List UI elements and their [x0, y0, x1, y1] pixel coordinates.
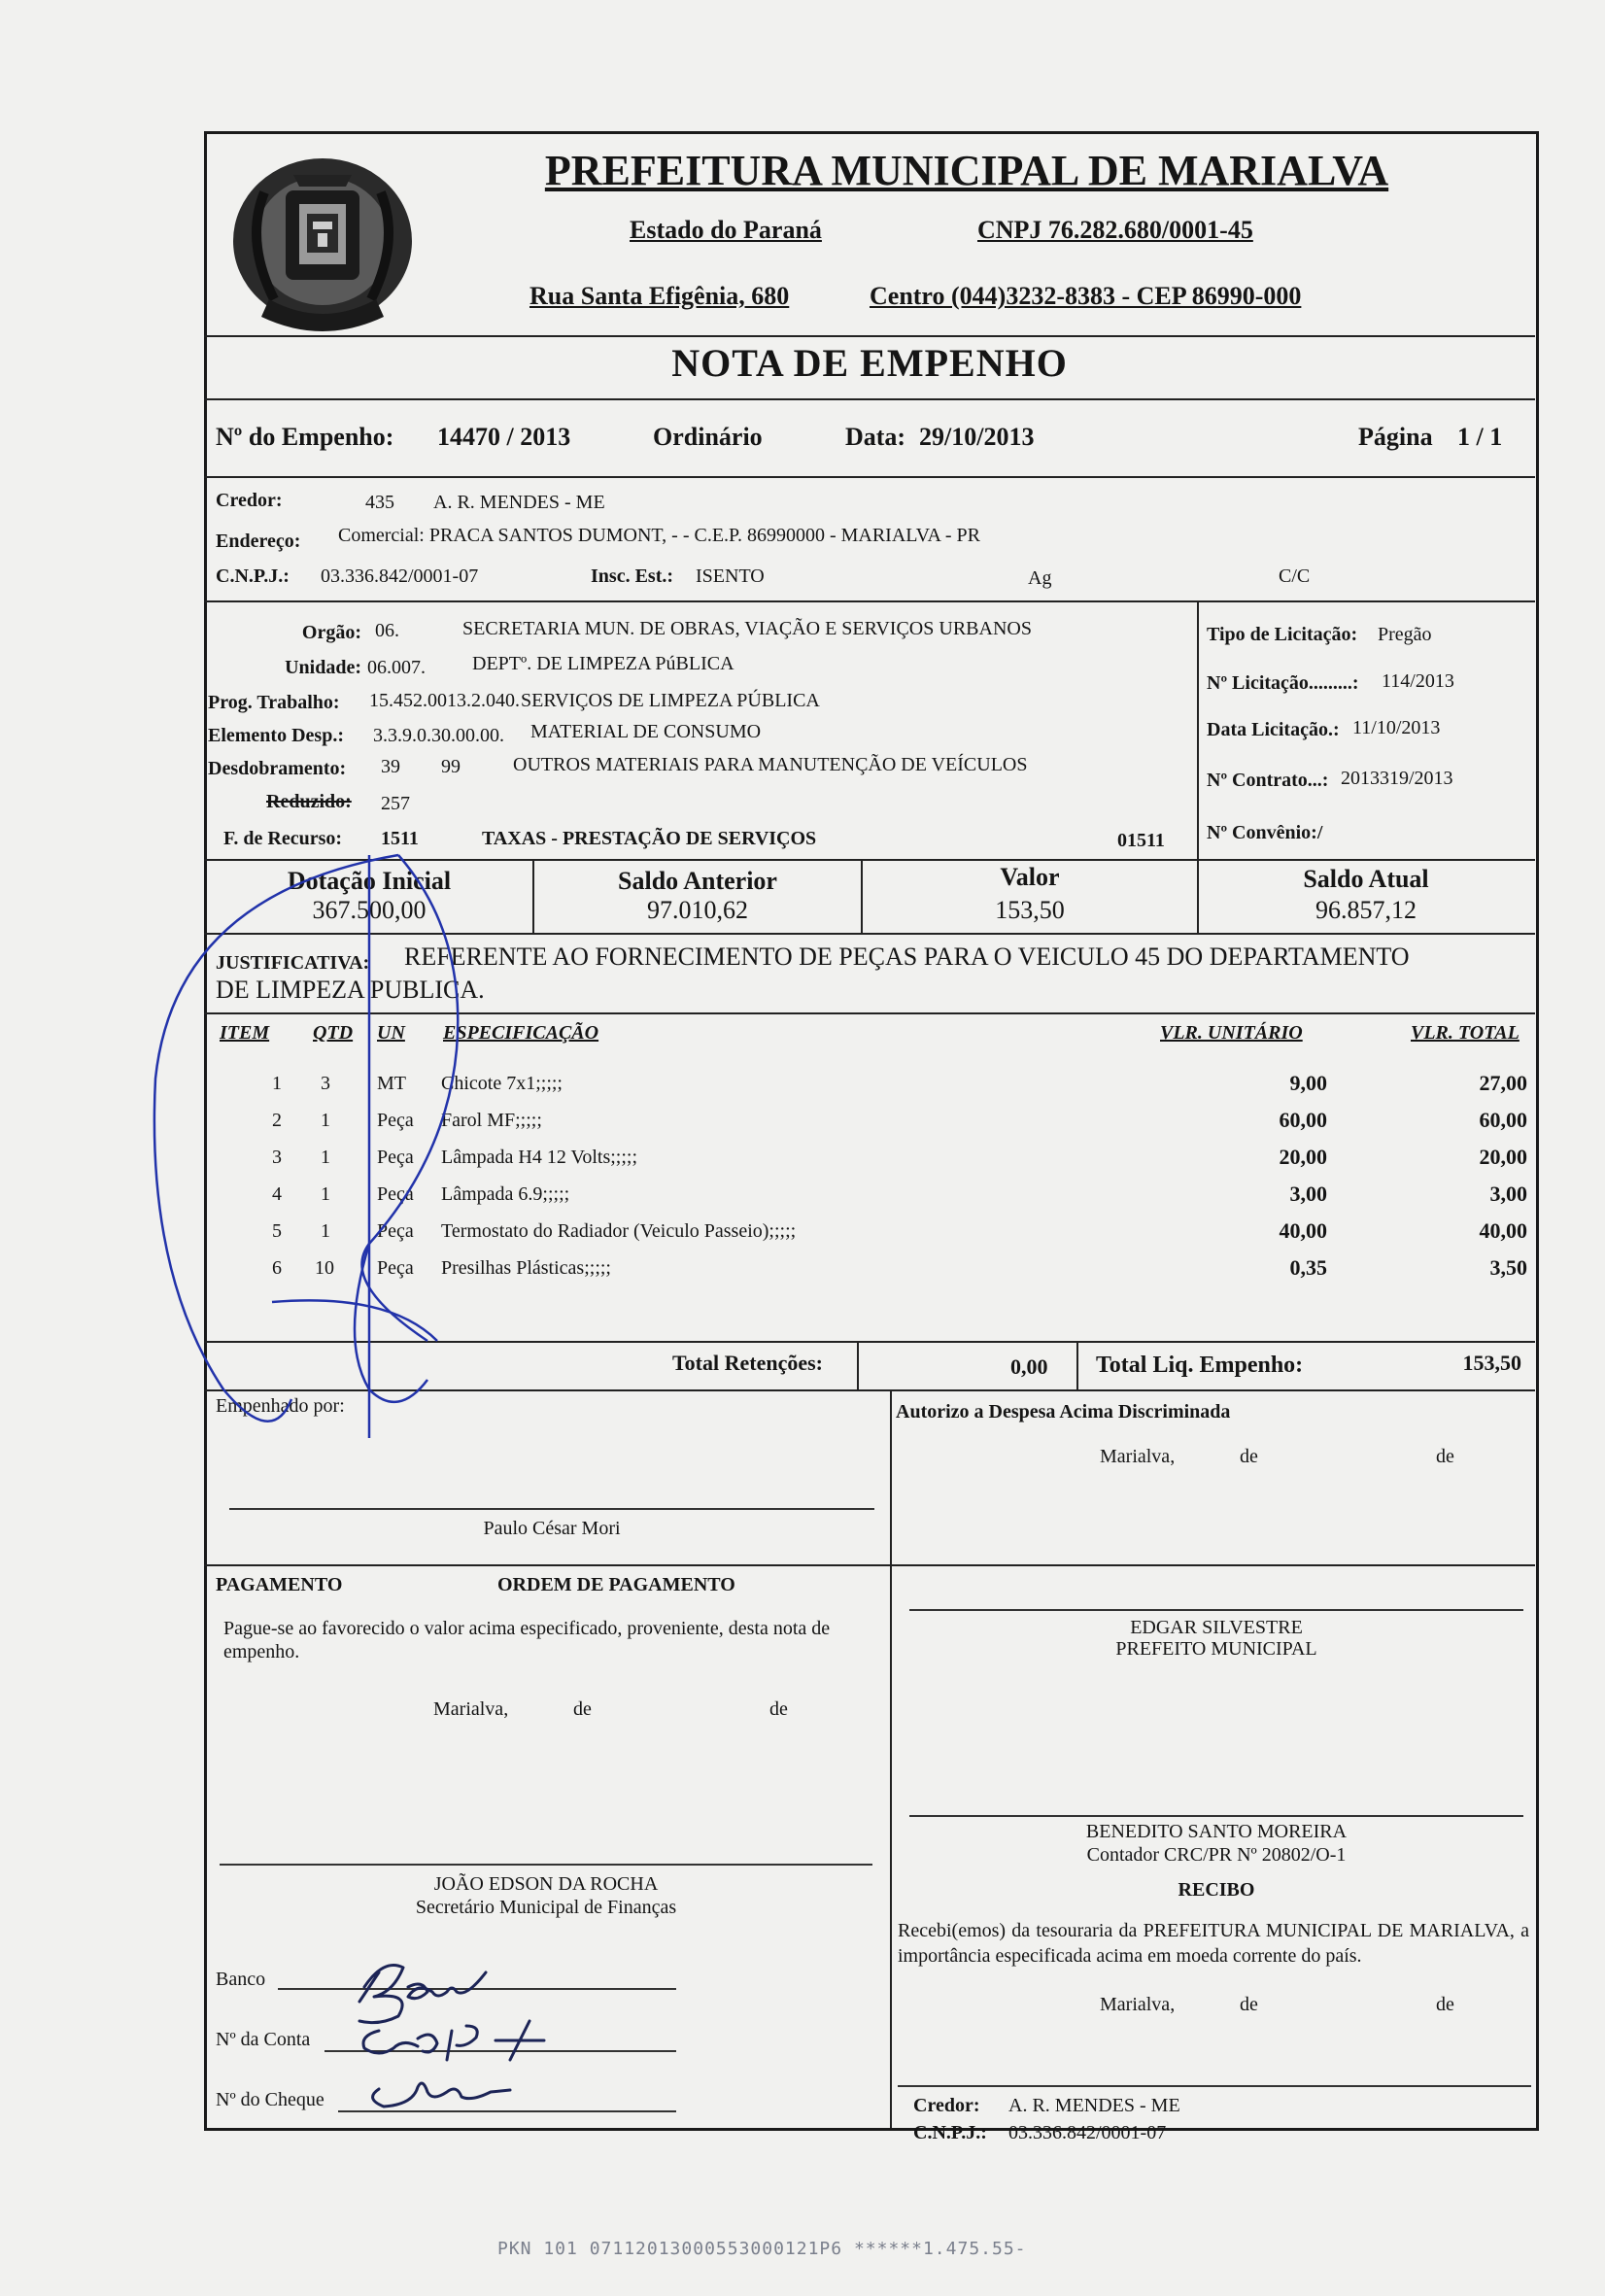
item-num: 5: [272, 1220, 282, 1242]
total-retencoes-label: Total Retenções:: [672, 1351, 823, 1375]
contrato-label: Nº Contrato...:: [1207, 770, 1329, 791]
item-total: 40,00: [1479, 1218, 1527, 1243]
recibo-credor: A. R. MENDES - ME: [1008, 2095, 1180, 2116]
credor-label: Credor:: [216, 490, 283, 511]
recibo-label: RECIBO: [1178, 1879, 1255, 1901]
cnpj-label: CNPJ 76.282.680/0001-45: [977, 216, 1253, 244]
tipo-licitacao-label: Tipo de Licitação:: [1207, 624, 1358, 645]
unidade-name: DEPTº. DE LIMPEZA PúBLICA: [472, 653, 734, 674]
col-un: UN: [377, 1022, 405, 1044]
recibo-credor-label: Credor:: [913, 2095, 980, 2116]
cheque-label: Nº do Cheque: [216, 2089, 324, 2110]
item-num: 1: [272, 1073, 282, 1094]
ag-label: Ag: [1028, 567, 1052, 589]
fonte-num: 01511: [1117, 830, 1165, 851]
credor-cnpj: 03.336.842/0001-07: [321, 565, 479, 587]
dotacao-value: 367.500,00: [312, 896, 427, 924]
item-esp: Lâmpada H4 12 Volts;;;;;: [441, 1147, 638, 1168]
elem-name: MATERIAL DE CONSUMO: [530, 721, 762, 742]
date-value: 29/10/2013: [919, 423, 1035, 451]
item-unit: 40,00: [1279, 1218, 1327, 1243]
fonte-code: 1511: [381, 828, 419, 849]
date-label: Data:: [845, 423, 906, 451]
doc-title: NOTA DE EMPENHO: [671, 341, 1068, 385]
empenhado-name: Paulo César Mori: [483, 1518, 621, 1539]
prefeito-role: PREFEITO MUNICIPAL: [1115, 1638, 1317, 1660]
saldo-anterior-value: 97.010,62: [647, 896, 748, 924]
fonte-label: F. de Recurso:: [223, 828, 343, 849]
pagamento-de1: de: [573, 1698, 592, 1720]
pen-mark-icon: [146, 836, 690, 1457]
item-unit: 20,00: [1279, 1145, 1327, 1169]
recibo-cnpj: 03.336.842/0001-07: [1008, 2122, 1167, 2143]
contador-role: Contador CRC/PR Nº 20802/O-1: [1086, 1844, 1347, 1866]
orgao-name: SECRETARIA MUN. DE OBRAS, VIAÇÃO E SERVIÇOS URBANOS: [462, 618, 1032, 639]
contador-name: BENEDITO SANTO MOREIRA: [1085, 1821, 1348, 1842]
secretario-role: Secretário Municipal de Finanças: [415, 1897, 677, 1918]
handwritten-signature-icon: [321, 1934, 709, 2128]
recibo-cnpj-label: C.N.P.J.:: [913, 2122, 987, 2143]
item-total: 3,50: [1489, 1255, 1527, 1280]
item-total: 27,00: [1479, 1071, 1527, 1095]
item-esp: Presilhas Plásticas;;;;;: [441, 1257, 611, 1279]
empenhado-label: Empenhado por:: [216, 1395, 345, 1417]
prog-code: 15.452.0013.2.040.: [369, 690, 520, 711]
desd-name: OUTROS MATERIAIS PARA MANUTENÇÃO DE VEÍCULOS: [513, 754, 1028, 775]
item-esp: Termostato do Radiador (Veiculo Passeio);;;;;: [441, 1220, 797, 1242]
reduzido-label: Reduzido:: [266, 791, 352, 812]
autorizo-city: Marialva,: [1100, 1446, 1176, 1467]
coat-of-arms-icon: [225, 154, 425, 343]
secretario-name: JOÃO EDSON DA ROCHA: [433, 1873, 659, 1895]
unidade-code: 06.007.: [367, 657, 426, 678]
desd-b: 99: [441, 756, 461, 777]
item-qtd: 1: [321, 1147, 330, 1168]
item-total: 3,00: [1489, 1182, 1527, 1206]
col-especificacao: ESPECIFICAÇÃO: [443, 1022, 599, 1044]
saldo-anterior-label: Saldo Anterior: [618, 867, 777, 895]
elem-label: Elemento Desp.:: [208, 725, 344, 746]
desd-a: 39: [381, 756, 400, 777]
credor-code: 435: [365, 492, 394, 513]
tipo-licitacao-value: Pregão: [1378, 624, 1432, 645]
pagamento-de2: de: [769, 1698, 788, 1720]
credor-address: Comercial: PRACA SANTOS DUMONT, - - C.E.P. 86990000 - MARIALVA - PR: [338, 525, 980, 546]
autorizo-de1: de: [1240, 1446, 1258, 1467]
saldo-atual-label: Saldo Atual: [1303, 865, 1429, 893]
item-esp: Chicote 7x1;;;;;: [441, 1073, 563, 1094]
unidade-label: Unidade:: [285, 657, 361, 678]
item-qtd: 10: [315, 1257, 334, 1279]
prog-name: SERVIÇOS DE LIMPEZA PÚBLICA: [521, 690, 820, 711]
justificativa-label: JUSTIFICATIVA:: [216, 952, 370, 974]
item-total: 20,00: [1479, 1145, 1527, 1169]
convenio-label: Nº Convênio:/: [1207, 822, 1323, 843]
item-unit: 3,00: [1289, 1182, 1327, 1206]
page-label: Página: [1358, 423, 1433, 451]
orgao-label: Orgão:: [301, 622, 361, 643]
valor-label: Valor: [1000, 863, 1060, 891]
item-num: 3: [272, 1147, 282, 1168]
empenho-number: 14470 / 2013: [437, 423, 571, 451]
total-retencoes-value: 0,00: [1010, 1354, 1048, 1379]
item-esp: Farol MF;;;;;: [441, 1110, 542, 1131]
total-liq-label: Total Liq. Empenho:: [1096, 1353, 1304, 1378]
item-un: Peça: [377, 1147, 414, 1168]
state-label: Estado do Paraná: [630, 216, 822, 244]
page-value: 1 / 1: [1457, 423, 1503, 451]
fonte-name: TAXAS - PRESTAÇÃO DE SERVIÇOS: [482, 828, 817, 849]
item-qtd: 1: [321, 1183, 330, 1205]
item-unit: 9,00: [1289, 1071, 1327, 1095]
item-un: Peça: [377, 1257, 414, 1279]
pagamento-text: Pague-se ao favorecido o valor acima especificado, proveniente, desta nota de empenho.: [223, 1618, 831, 1662]
col-item: ITEM: [220, 1022, 270, 1044]
empenho-label: Nº do Empenho:: [216, 423, 394, 451]
item-un: MT: [377, 1073, 406, 1094]
cnpj-field-label: C.N.P.J.:: [216, 565, 290, 587]
banco-label: Banco: [216, 1969, 266, 1990]
prefeito-name: EDGAR SILVESTRE: [1130, 1617, 1303, 1638]
saldo-atual-value: 96.857,12: [1315, 896, 1417, 924]
num-licitacao-label: Nº Licitação.........:: [1207, 672, 1359, 694]
col-qtd: QTD: [313, 1022, 354, 1044]
district-phone-label: Centro (044)3232-8383 - CEP 86990-000: [870, 282, 1302, 310]
justificativa-line1: REFERENTE AO FORNECIMENTO DE PEÇAS PARA O VEICULO 45 DO DEPARTAMENTO: [404, 942, 1410, 971]
item-unit: 60,00: [1279, 1108, 1327, 1132]
col-vlr-total: VLR. TOTAL: [1411, 1022, 1520, 1044]
item-unit: 0,35: [1289, 1255, 1327, 1280]
autorizo-de2: de: [1436, 1446, 1454, 1467]
dotacao-label: Dotação Inicial: [287, 867, 452, 895]
prog-label: Prog. Trabalho:: [208, 692, 340, 713]
item-un: Peça: [377, 1183, 414, 1205]
elem-code: 3.3.9.0.30.00.00.: [373, 725, 504, 746]
num-licitacao-value: 114/2013: [1382, 670, 1454, 692]
data-licitacao-label: Data Licitação.:: [1207, 719, 1340, 740]
contrato-value: 2013319/2013: [1341, 768, 1453, 789]
recibo-city: Marialva,: [1100, 1994, 1176, 2015]
item-un: Peça: [377, 1220, 414, 1242]
recibo-de2: de: [1436, 1994, 1454, 2015]
valor-value: 153,50: [995, 896, 1065, 924]
desd-label: Desdobramento:: [208, 758, 347, 779]
autorizo-label: Autorizo a Despesa Acima Discriminada: [896, 1401, 1231, 1422]
reduzido-value: 257: [381, 793, 410, 814]
empenho-type: Ordinário: [653, 423, 763, 451]
ordem-pagamento-label: ORDEM DE PAGAMENTO: [497, 1574, 735, 1595]
pagamento-city: Marialva,: [433, 1698, 509, 1720]
item-num: 6: [272, 1257, 282, 1279]
item-qtd: 1: [321, 1110, 330, 1131]
item-esp: Lâmpada 6.9;;;;;: [441, 1183, 570, 1205]
recibo-de1: de: [1240, 1994, 1258, 2015]
page-title: PREFEITURA MUNICIPAL DE MARIALVA: [544, 147, 1389, 194]
address-label: Rua Santa Efigênia, 680: [529, 282, 790, 310]
justificativa-line2: DE LIMPEZA PUBLICA.: [216, 976, 485, 1004]
cc-label: C/C: [1279, 565, 1311, 587]
footer-code: PKN 101 07112013000553000121P6 ******1.475.55-: [497, 2239, 1027, 2259]
address-field-label: Endereço:: [216, 531, 301, 552]
credor-name: A. R. MENDES - ME: [433, 492, 605, 513]
orgao-code: 06.: [375, 620, 399, 641]
data-licitacao-value: 11/10/2013: [1352, 717, 1441, 738]
item-total: 60,00: [1479, 1108, 1527, 1132]
pagamento-label: PAGAMENTO: [216, 1574, 343, 1595]
conta-label: Nº da Conta: [216, 2029, 311, 2050]
item-un: Peça: [377, 1110, 414, 1131]
item-qtd: 3: [321, 1073, 330, 1094]
total-liq-value: 153,50: [1462, 1351, 1521, 1375]
recibo-text: Recebi(emos) da tesouraria da PREFEITURA MUNICIPAL DE MARIALVA, a importância especificada acima em moeda corrente do país.: [898, 1920, 1529, 1967]
item-num: 2: [272, 1110, 282, 1131]
insc-value: ISENTO: [696, 565, 765, 587]
col-vlr-unitario: VLR. UNITÁRIO: [1160, 1022, 1303, 1044]
item-num: 4: [272, 1183, 282, 1205]
insc-label: Insc. Est.:: [591, 565, 674, 587]
item-qtd: 1: [321, 1220, 330, 1242]
